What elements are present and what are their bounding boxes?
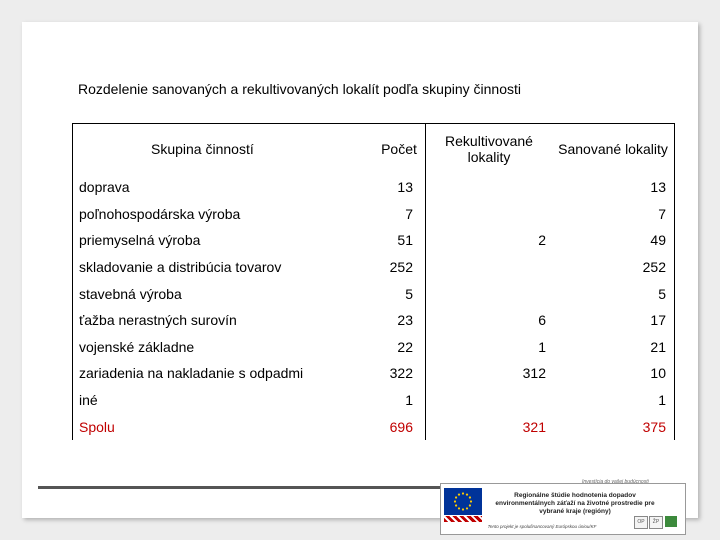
cell-count: 322: [369, 360, 426, 387]
cell-count: 5: [369, 280, 426, 307]
table-header-row: [73, 124, 675, 175]
cell-group: poľnohospodárska výroba: [79, 205, 241, 222]
cell-reclaimed: 312: [522, 365, 546, 382]
cell-reclaimed: 2: [538, 232, 546, 249]
cell-count: 22: [369, 334, 426, 361]
total-remediated: 375: [642, 418, 666, 435]
cell-group: skladovanie a distribúcia tovarov: [79, 259, 282, 276]
cell-reclaimed: [426, 201, 553, 228]
zp-logo-text: ŽP: [652, 519, 660, 525]
cell-count: 7: [369, 201, 426, 228]
page-title: Rozdelenie sanovaných a rekultivovaných lokalít podľa skupiny činnosti: [78, 81, 522, 97]
eu-stripe-decoration: [444, 516, 482, 522]
cell-reclaimed: [426, 174, 553, 201]
cell-remediated: 10: [650, 365, 666, 382]
table-row: [73, 307, 675, 334]
cell-reclaimed: 6: [538, 312, 546, 329]
cell-count: 51: [369, 227, 426, 254]
cell-remediated: 49: [650, 232, 666, 249]
cell-group: iné: [79, 392, 98, 409]
cell-remediated: 5: [658, 285, 666, 302]
cell-count: 1: [369, 387, 426, 414]
footer-project-title: Regionálne štúdie hodnotenia dopadov environmentálnych záťaží na životné prostredie pre vybrané kraje (regióny): [495, 492, 655, 515]
table-row: [73, 254, 675, 281]
table-row: [73, 387, 675, 414]
zp-logo-icon: [649, 516, 663, 529]
op-logo-icon: [634, 516, 648, 529]
cell-reclaimed: [426, 280, 553, 307]
cell-reclaimed: [426, 254, 553, 281]
table-body: [73, 174, 675, 440]
cell-group: doprava: [79, 179, 130, 196]
table-row: [73, 201, 675, 228]
total-reclaimed: 321: [522, 418, 546, 435]
cell-group: vojenské základne: [79, 338, 195, 355]
table-row: [73, 280, 675, 307]
data-table: [72, 123, 675, 440]
cell-remediated: 1: [658, 392, 666, 409]
table-row: [73, 360, 675, 387]
cell-count: 23: [369, 307, 426, 334]
table-row: [73, 227, 675, 254]
cell-remediated: 13: [650, 179, 666, 196]
cell-group: ťažba nerastných surovín: [79, 312, 237, 329]
footer-tagline: Investícia do vašej budúcnosti: [582, 479, 649, 485]
table-row: [73, 174, 675, 201]
cell-group: stavebná výroba: [79, 285, 182, 302]
total-count: 696: [369, 413, 426, 440]
eu-flag-icon: [444, 488, 482, 515]
header-remediated: Sanované lokality: [558, 141, 668, 157]
total-group: Spolu: [79, 418, 115, 435]
cell-remediated: 7: [658, 205, 666, 222]
table-total-row: [73, 413, 675, 440]
header-group: Skupina činností: [151, 141, 254, 157]
cell-remediated: 17: [650, 312, 666, 329]
cell-group: zariadenia na nakladanie s odpadmi: [79, 365, 304, 382]
table-row: [73, 334, 675, 361]
cell-reclaimed: [426, 387, 553, 414]
op-logo-text: OP: [637, 519, 645, 525]
header-reclaimed: Rekultivované lokality: [445, 133, 533, 165]
cell-count: 13: [369, 174, 426, 201]
green-logo-icon: [665, 516, 677, 527]
cell-count: 252: [369, 254, 426, 281]
cell-group: priemyselná výroba: [79, 232, 201, 249]
cell-reclaimed: 1: [538, 338, 546, 355]
cell-remediated: 252: [642, 259, 666, 276]
cell-remediated: 21: [650, 338, 666, 355]
header-count: Počet: [369, 124, 426, 175]
footer-cofinance-note: Tento projekt je spolufinancovaný Európskou úniou/KF: [487, 524, 597, 529]
